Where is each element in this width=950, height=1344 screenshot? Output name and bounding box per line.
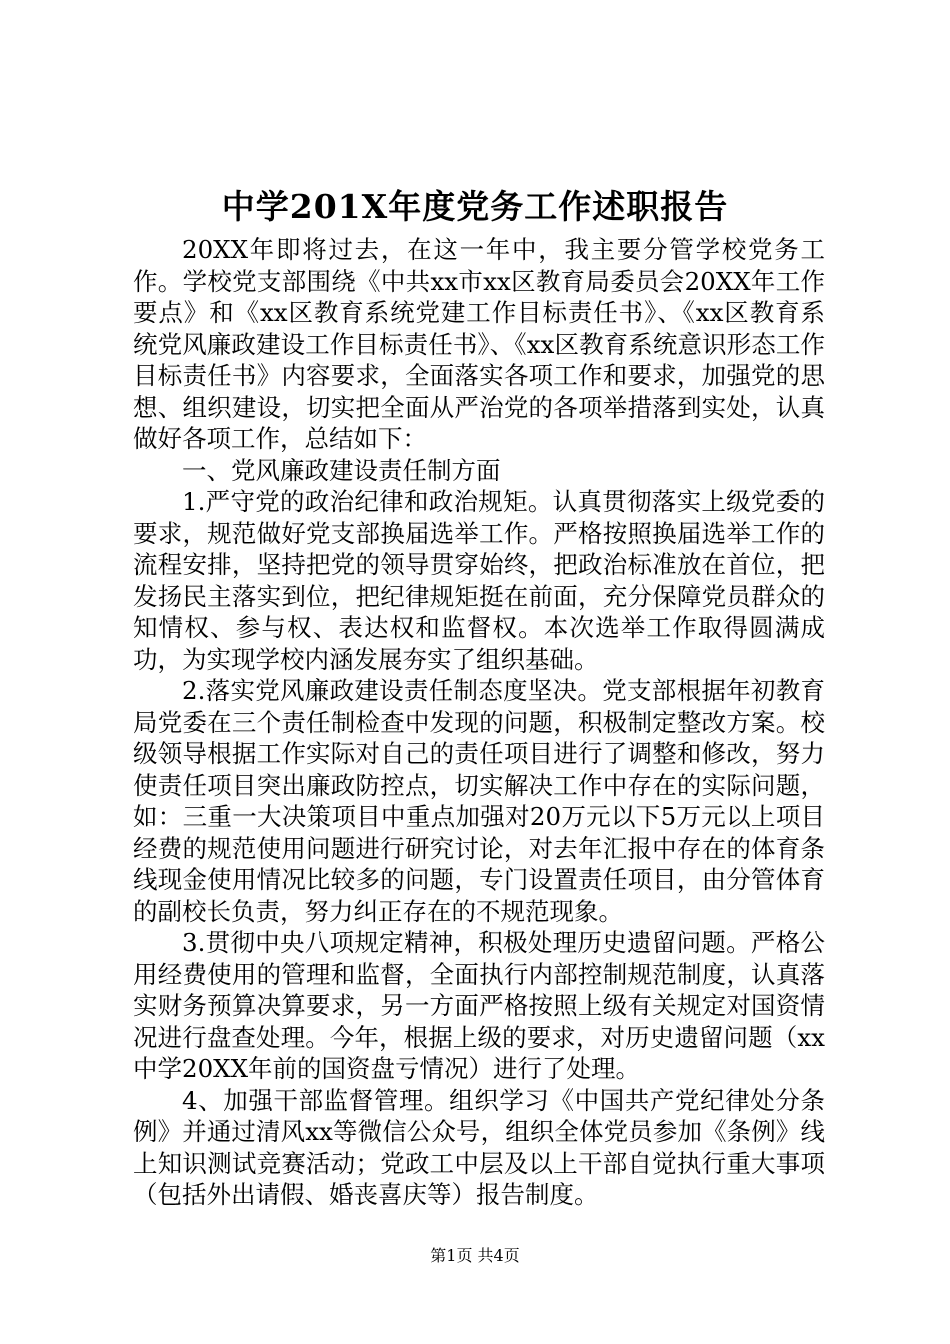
paragraph-item-1: 1.严守党的政治纪律和政治规矩。认真贯彻落实上级党委的要求，规范做好党支部换届选举工作。严格按照换届选举工作的流程安排，坚持把党的领导贯穿始终，把政治标准放在首位，把发扬民主落实到位，把纪律规矩挺在前面，充分保障党员群众的知情权、参与权、表达权和监督权。本次选举工作取得圆满成功，为实现学校内涵发展夯实了组织基础。 (133, 487, 825, 674)
document-title: 中学201X年度党务工作述职报告 (221, 187, 729, 226)
document-body (133, 234, 825, 1211)
page-footer: 第1页 共4页 (430, 1246, 520, 1265)
paragraph-item-2: 2.落实党风廉政建设责任制态度坚决。党支部根据年初教育局党委在三个责任制检查中发现的问题，积极制定整改方案。校级领导根据工作实际对自己的责任项目进行了调整和修改，努力使责任项目突出廉政防控点，切实解决工作中存在的实际问题，如：三重一大决策项目中重点加强对20万元以下5万元以上项目经费的规范使用问题进行研究讨论，对去年汇报中存在的体育条线现金使用情况比较多的问题，专门设置责任项目，由分管体育的副校长负责，努力纠正存在的不规范现象。 (133, 676, 825, 926)
section-heading: 一、党风廉政建设责任制方面 (182, 455, 501, 485)
paragraph-item-4: 4、加强干部监督管理。组织学习《中国共产党纪律处分条例》并通过清风xx等微信公众号，组织全体党员参加《条例》线上知识测试竞赛活动；党政工中层及以上干部自觉执行重大事项（包括外出请假、婚丧喜庆等）报告制度。 (133, 1085, 825, 1209)
paragraph-intro: 20XX年即将过去，在这一年中，我主要分管学校党务工作。学校党支部围绕《中共xx市xx区教育局委员会20XX年工作要点》和《xx区教育系统党建工作目标责任书》、《xx区教育系统党风廉政建设工作目标责任书》、《xx区教育系统意识形态工作目标责任书》内容要求，全面落实各项工作和要求，加强党的思想、组织建设，切实把全面从严治党的各项举措落到实处，认真做好各项工作，总结如下： (133, 235, 825, 453)
paragraph-item-3: 3.贯彻中央八项规定精神，积极处理历史遗留问题。严格公用经费使用的管理和监督，全面执行内部控制规范制度，认真落实财务预算决算要求，另一方面严格按照上级有关规定对国资情况进行盘查处理。今年，根据上级的要求，对历史遗留问题（xx中学20XX年前的国资盘亏情况）进行了处理。 (133, 928, 825, 1083)
